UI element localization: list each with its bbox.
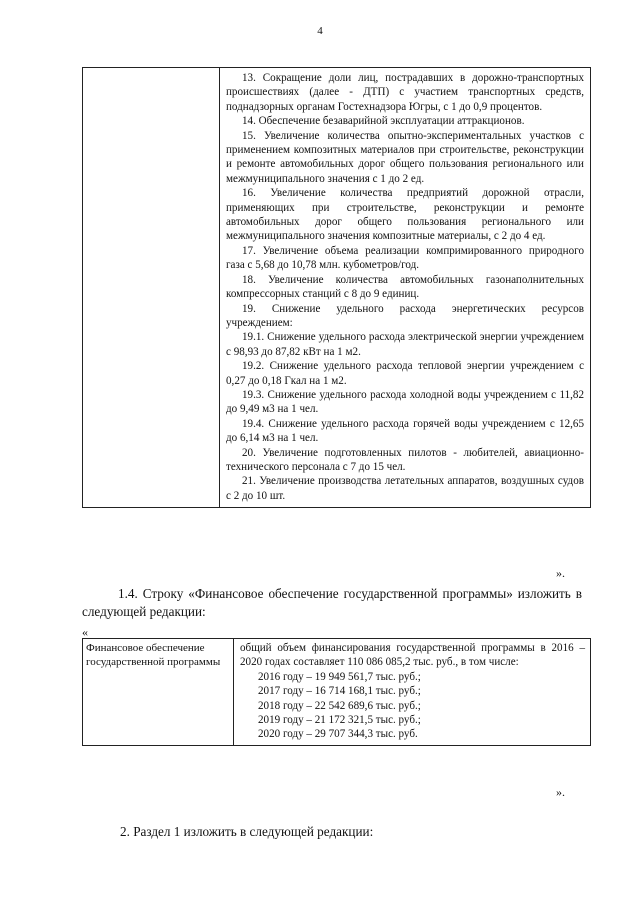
target-item: 19.1. Снижение удельного расхода электрической энергии учреждением с 98,93 до 87,82 кВт на 1 м2. bbox=[226, 331, 584, 358]
financing-year-item: 2019 году – 21 172 321,5 тыс. руб.; bbox=[258, 714, 421, 727]
target-item: 13. Сокращение доли лиц, пострадавших в дорожно-транспортных происшествиях (далее - ДТП) с участием транспортных средств, поднадзорных органам Гостехнадзора Югры, с 1 до 0,9 процентов. bbox=[226, 72, 584, 113]
page-number: 4 bbox=[317, 25, 323, 37]
target-item: 19.4. Снижение удельного расхода горячей воды учреждением с 12,65 до 6,14 м3 на 1 чел. bbox=[226, 417, 584, 445]
target-item: 21. Увеличение производства летательных аппаратов, воздушных судов с 2 до 10 шт. bbox=[226, 475, 584, 502]
closing-quote: ». bbox=[556, 785, 565, 799]
target-item: 20. Увеличение подготовленных пилотов - любителей, авиационно-технического персонала с 7 до 15 чел. bbox=[226, 446, 584, 473]
targets-table-label-cell bbox=[83, 68, 220, 508]
target-item: 19.2. Снижение удельного расхода тепловой энергии учреждением с 0,27 до 0,18 Гкал на 1 м2. bbox=[226, 360, 584, 387]
financing-years-list bbox=[240, 670, 585, 742]
target-item: 16. Увеличение количества предприятий дорожной отрасли, применяющих при строительстве, реконструкции и ремонте автомобильных дорог общего пользования регионального или межмуниципального значения композитные материалы, с 2 до 4 ед. bbox=[226, 187, 584, 243]
targets-table-content-cell bbox=[220, 68, 591, 508]
financing-year-item: 2018 году – 22 542 689,6 тыс. руб.; bbox=[258, 699, 421, 712]
financing-content-cell bbox=[234, 639, 591, 746]
financing-year-item: 2017 году – 16 714 168,1 тыс. руб.; bbox=[258, 685, 421, 698]
amendment-paragraph-1-4: 1.4. Строку «Финансовое обеспечение государственной программы» изложить в следующей редакции: bbox=[82, 586, 582, 619]
financing-year-item: 2020 году – 29 707 344,3 тыс. руб. bbox=[258, 728, 418, 741]
financing-table bbox=[82, 638, 591, 746]
target-item: 19.3. Снижение удельного расхода холодной воды учреждением с 11,82 до 9,49 м3 на 1 чел. bbox=[226, 388, 584, 416]
target-item: 14. Обеспечение безаварийной эксплуатации аттракционов. bbox=[242, 115, 525, 128]
financing-label-cell: Финансовое обеспечение государственной программы bbox=[83, 639, 234, 746]
financing-year-item: 2016 году – 19 949 561,7 тыс. руб.; bbox=[258, 670, 421, 683]
amendment-paragraph-2: 2. Раздел 1 изложить в следующей редакции: bbox=[120, 824, 374, 839]
target-item: 19. Снижение удельного расхода энергетических ресурсов учреждением: bbox=[226, 302, 584, 329]
target-item: 17. Увеличение объема реализации компримированного природного газа с 5,68 до 10,78 млн. кубометров/год. bbox=[226, 244, 584, 272]
targets-table bbox=[82, 67, 591, 508]
target-item: 18. Увеличение количества автомобильных газонаполнительных компрессорных станций с 8 до 9 единиц. bbox=[226, 273, 584, 301]
closing-quote: ». bbox=[556, 566, 565, 580]
opening-quote: « bbox=[82, 625, 88, 639]
financing-intro: общий объем финансирования государственной программы в 2016 – 2020 годах составляет 110 086 085,2 тыс. руб., в том числе: bbox=[240, 642, 585, 669]
target-item: 15. Увеличение количества опытно-экспериментальных участков с применением композитных материалов при строительстве, реконструкции и ремонте автомобильных дорог общего пользования регионального или межмуниципального значения с 1 до 2 ед. bbox=[226, 129, 584, 185]
